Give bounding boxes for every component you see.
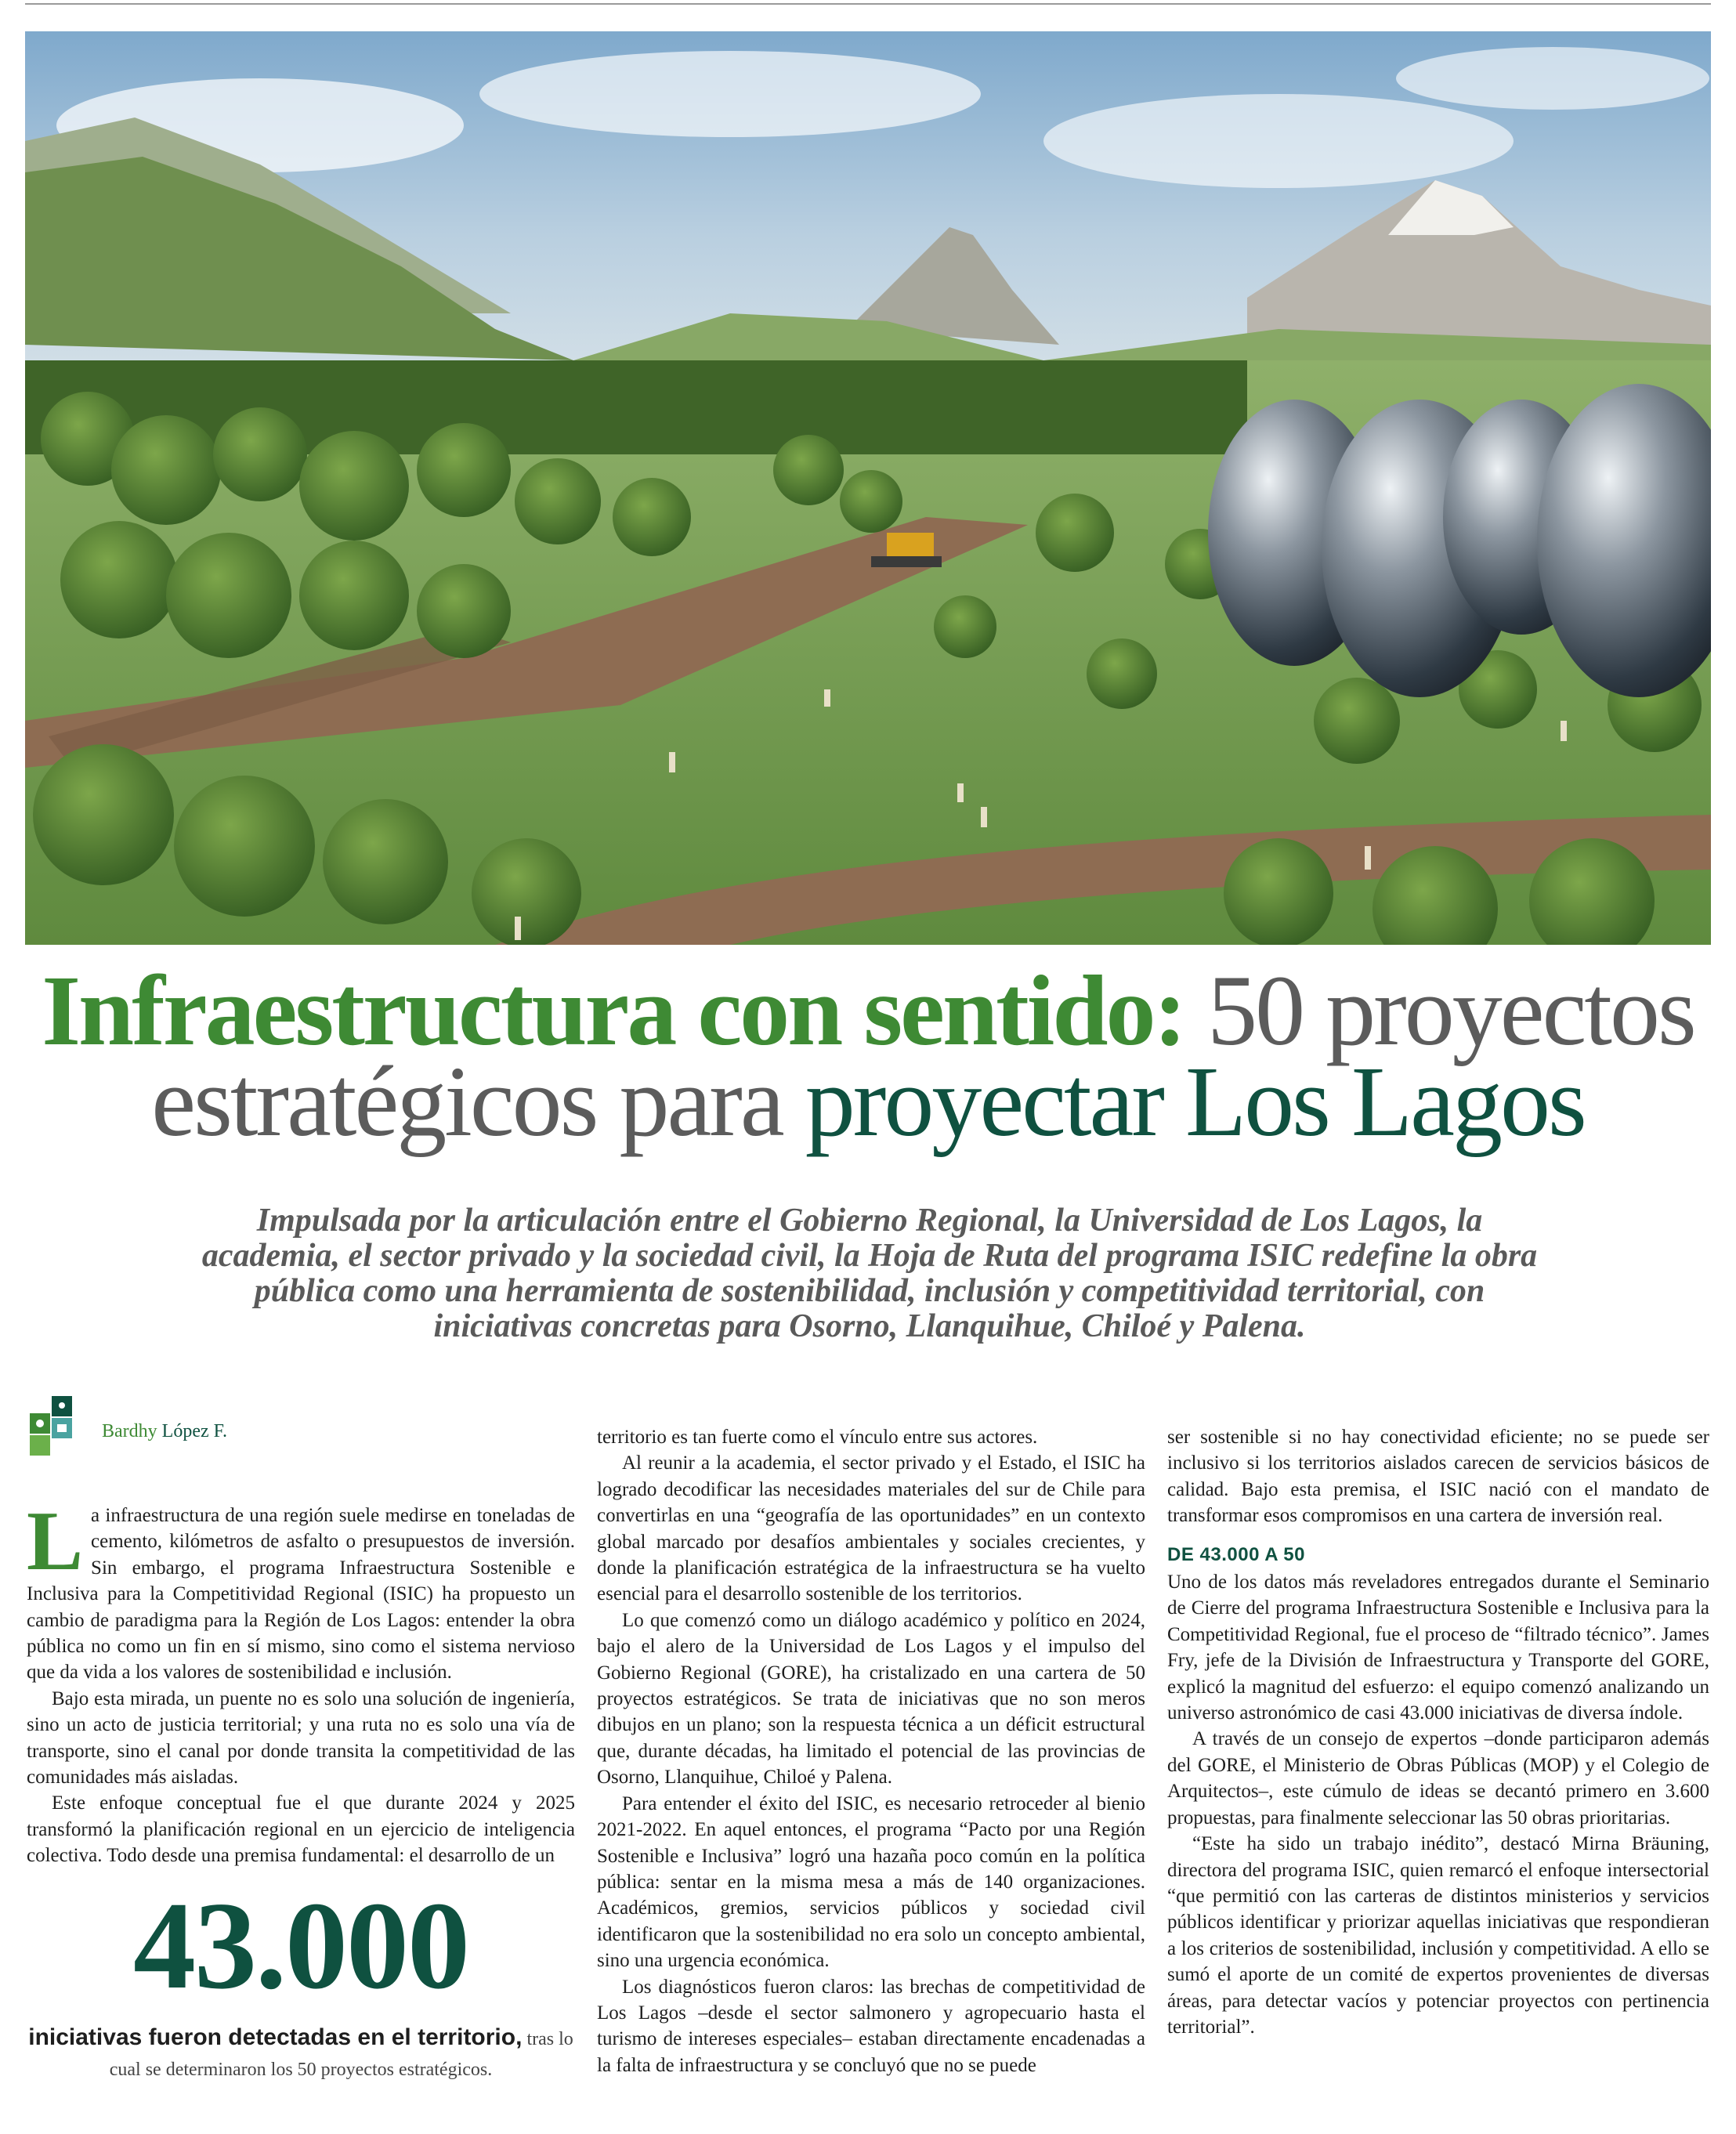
column-1 xyxy=(27,1495,575,1869)
section-subhead: DE 43.000 A 50 xyxy=(1167,1543,1305,1565)
stat-number: 43.000 xyxy=(133,1875,468,2015)
byline-last-name: López F. xyxy=(157,1421,228,1441)
paragraph: Lo que comenzó como un diálogo académico y político en 2024, bajo el alero de la Universidad de Los Lagos y el impulso del Gobierno Regional (GORE), ha cristalizado en una cartera de 50 proyectos estratégicos. Se trata de iniciativas que no son meros dibujos en un plano; son la respuesta técnica a un déficit estructural que, durante décadas, ha limitado el potencial de las provincias de Osorno, Llanquihue, Chiloé y Palena. xyxy=(597,1609,1145,1789)
stat-caption xyxy=(27,2023,575,2085)
headline-part-3: proyectar Los Lagos xyxy=(805,1046,1585,1157)
hero-image xyxy=(25,31,1711,945)
byline xyxy=(102,1421,227,1442)
column-2 xyxy=(597,1424,1145,2078)
deck-summary: Impulsada por la articulación entre el Gobierno Regional, la Universidad de Los Lagos, la academia, el sector privado y la sociedad civil, la Hoja de Ruta del programa ISIC redefine la obra pública como una herramienta de sostenibilidad, inclusión y competitividad territorial, con iniciativas concretas para Osorno, Llanquihue, Chiloé y Palena. xyxy=(201,1203,1538,1344)
paragraph: Este enfoque conceptual fue el que durante 2024 y 2025 transformó la planificación regional en un ejercicio de inteligencia colectiva. Todo desde una premisa fundamental: el desarrollo de un xyxy=(27,1792,575,1867)
paragraph: Uno de los datos más reveladores entregados durante el Seminario de Cierre del programa Infraestructura Sostenible e Inclusiva para la Competitividad Regional, fue el proceso de “filtrado técnico”. James Fry, jefe de la División de Infraestructura y Transporte del GORE, explicó la magnitud del esfuerzo: el equipo comenzó analizando un universo astronómico de casi 43.000 iniciativas de diversa índole. xyxy=(1167,1572,1709,1724)
headline-part-2: 50 proyectos estratégicos para xyxy=(151,955,1694,1157)
paragraph: Los diagnósticos fueron claros: las brechas de competitividad de Los Lagos –desde el sector salmonero y agropecuario hasta el turismo de intereses especiales– estaban directamente encadenadas a la falta de infraestructura y se concluyó que no se puede xyxy=(597,1976,1145,2076)
headline-part-1: Infraestructura con sentido: xyxy=(42,955,1185,1066)
paragraph: Al reunir a la academia, el sector privado y el Estado, el ISIC ha logrado decodificar las necesidades materiales del sur de Chile para convertirlas en una “geografía de las oportunidades” en un contexto global marcado por desafíos ambientales y sociales crecientes, y donde la planificación estratégica de la infraestructura se ha vuelto esencial para el desarrollo sostenible de los territorios. xyxy=(597,1452,1145,1605)
paragraph: “Este ha sido un trabajo inédito”, destacó Mirna Bräuning, directora del programa ISIC, quien remarcó el enfoque intersectorial “que permitió con las carteras de distintos ministerios y servicios públicos identificar y priorizar aquellas iniciativas que respondieran a los criterios de sostenibilidad, inclusión y competitividad. A ello se sumó el aporte de un comité de expertos provenientes de diversas áreas, para detectar vacíos y potenciar proyectos con pertinencia territorial”. xyxy=(1167,1833,1709,2038)
paragraph-text: a infraestructura de una región suele medirse en toneladas de cemento, kilómetros de asfalto o presupuestos de inversión. Sin embargo, el programa Infraestructura Sostenible e Inclusiva para la Competitividad Regional (ISIC) ha propuesto un cambio de paradigma para la Región de Los Lagos: entender la obra pública no como un fin en sí mismo, sino como el sistema nervioso que da vida a los valores de sostenibilidad e inclusión. xyxy=(27,1505,575,1684)
paragraph xyxy=(27,1495,575,1686)
paragraph: Bajo esta mirada, un puente no es solo una solución de ingeniería, sino un acto de justicia territorial; y una ruta no es solo una vía de transporte, sino el canal por donde transita la competitividad de las comunidades más aisladas. xyxy=(27,1687,575,1789)
paragraph: ser sostenible si no hay conectividad eficiente; no se puede ser inclusivo si los territorios aislados carecen de servicios básicos de calidad. Bajo esta premisa, el ISIC nació con el mandato de transformar esos compromisos en una cartera de inversión real. xyxy=(1167,1427,1709,1527)
drop-cap: L xyxy=(27,1495,84,1588)
paragraph: A través de un consejo de expertos –donde participaron además del GORE, el Ministerio de Obras Públicas (MOP) y el Colegio de Arquitectos–, este cúmulo de ideas se decantó primero en 3.600 propuestas, para finalmente seleccionar las 50 obras prioritarias. xyxy=(1167,1728,1709,1828)
stat-caption-rest: tras lo cual se determinaron los 50 proyectos estratégicos. xyxy=(109,2029,573,2080)
paragraph: territorio es tan fuerte como el vínculo entre sus actores. xyxy=(597,1427,1038,1448)
top-rule xyxy=(25,3,1711,5)
paragraph: Para entender el éxito del ISIC, es necesario retroceder al bienio 2021-2022. En aquel entonces, el programa “Pacto por una Región Sostenible e Inclusiva” logró una hazaña poco común en la política pública: sentar en la misma mesa a más de 140 organizaciones. Académicos, gremios, servicios públicos y sociedad civil identificaron que la sostenibilidad no era solo un concepto ambiental, sino una urgencia económica. xyxy=(597,1792,1145,1972)
byline-first-name: Bardhy xyxy=(102,1421,157,1441)
headline xyxy=(31,955,1705,1157)
column-3 xyxy=(1167,1424,1709,2040)
stat-caption-bold: iniciativas fueron detectadas en el territorio, xyxy=(28,2024,523,2050)
author-logo-icon xyxy=(28,1396,92,1460)
